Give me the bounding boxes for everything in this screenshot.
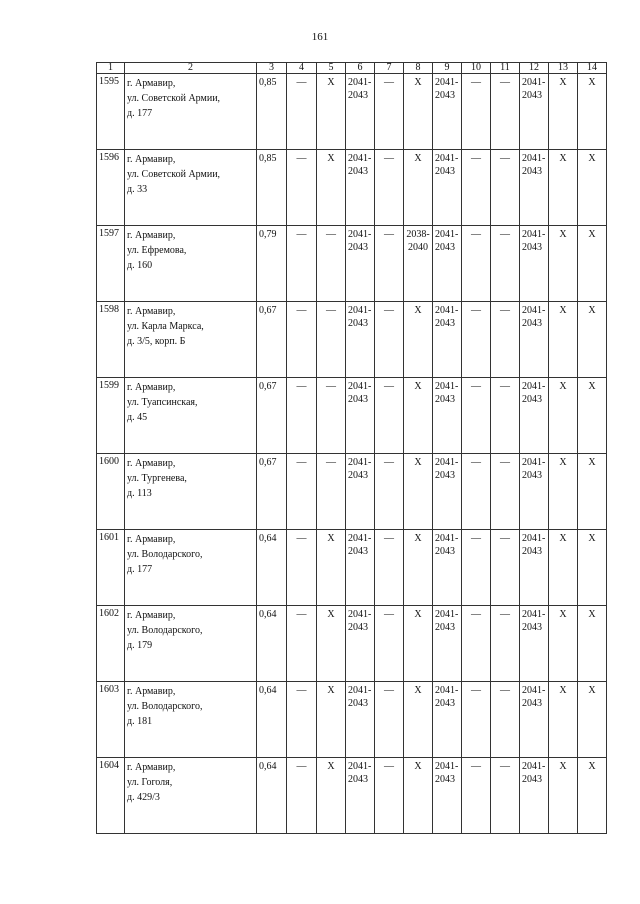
- cell-col6: [346, 454, 375, 530]
- cell-col9: [433, 758, 462, 834]
- cell-col9: [433, 302, 462, 378]
- cell-col6: [346, 530, 375, 606]
- cell-col3: 0,64: [257, 606, 287, 682]
- cell-address: [125, 150, 257, 226]
- cell-number: 1596: [97, 150, 125, 226]
- cell-col8: [404, 758, 433, 834]
- address-house: д. 429/3: [127, 792, 160, 803]
- cell-col9: [433, 378, 462, 454]
- cell-col10: —: [462, 606, 491, 682]
- address-city: г. Армавир,: [127, 230, 176, 241]
- cell-col7: —: [375, 682, 404, 758]
- cell-address: [125, 606, 257, 682]
- cell-col8: [404, 226, 433, 302]
- period-start: 2041-: [522, 229, 546, 240]
- cell-col12: [520, 682, 549, 758]
- cell-col9: [433, 530, 462, 606]
- cell-col5: —: [317, 226, 346, 302]
- cell-col5: X: [317, 758, 346, 834]
- period-start: 2041-: [435, 457, 459, 468]
- cell-col3: 0,64: [257, 682, 287, 758]
- period-end: 2043: [522, 394, 542, 405]
- period-start: 2041-: [435, 381, 459, 392]
- cell-col3: 0,64: [257, 758, 287, 834]
- period-start: X: [414, 533, 422, 544]
- table-row: [97, 302, 607, 378]
- cell-col8: [404, 530, 433, 606]
- cell-col9: [433, 150, 462, 226]
- cell-col11: —: [491, 682, 520, 758]
- cell-col3: 0,64: [257, 530, 287, 606]
- column-header: 2: [125, 63, 257, 74]
- column-header: 12: [520, 63, 549, 74]
- cell-col14: X: [578, 302, 607, 378]
- column-header: 6: [346, 63, 375, 74]
- address-street: ул. Советской Армии,: [127, 169, 221, 180]
- cell-col3: 0,85: [257, 74, 287, 150]
- cell-col4: —: [287, 226, 317, 302]
- period-start: 2041-: [435, 533, 459, 544]
- cell-number: 1604: [97, 758, 125, 834]
- cell-col13: X: [549, 378, 578, 454]
- cell-col8: [404, 378, 433, 454]
- cell-col12: [520, 302, 549, 378]
- cell-col9: [433, 226, 462, 302]
- period-start: 2041-: [435, 685, 459, 696]
- cell-col10: —: [462, 150, 491, 226]
- cell-address: [125, 378, 257, 454]
- period-end: 2043: [435, 90, 455, 101]
- period-start: 2041-: [348, 77, 372, 88]
- period-start: 2041-: [348, 153, 372, 164]
- cell-col11: —: [491, 454, 520, 530]
- cell-address: [125, 758, 257, 834]
- table-row: [97, 530, 607, 606]
- cell-col9: [433, 606, 462, 682]
- period-end: 2043: [522, 242, 542, 253]
- cell-col7: —: [375, 302, 404, 378]
- cell-col4: —: [287, 74, 317, 150]
- address-house: д. 3/5, корп. Б: [127, 336, 186, 347]
- cell-col11: —: [491, 606, 520, 682]
- column-header: 14: [578, 63, 607, 74]
- cell-col11: —: [491, 150, 520, 226]
- cell-number: 1600: [97, 454, 125, 530]
- cell-address: [125, 226, 257, 302]
- address-house: д. 33: [127, 184, 148, 195]
- cell-col5: —: [317, 454, 346, 530]
- table-row: [97, 758, 607, 834]
- period-start: 2041-: [522, 381, 546, 392]
- cell-col6: [346, 758, 375, 834]
- column-header: 1: [97, 63, 125, 74]
- cell-col12: [520, 226, 549, 302]
- cell-col5: X: [317, 606, 346, 682]
- period-start: 2038-: [406, 229, 430, 240]
- period-start: 2041-: [522, 533, 546, 544]
- period-end: 2043: [435, 622, 455, 633]
- address-house: д. 177: [127, 108, 153, 119]
- cell-col7: —: [375, 150, 404, 226]
- cell-col3: 0,67: [257, 454, 287, 530]
- period-start: 2041-: [522, 457, 546, 468]
- cell-col4: —: [287, 150, 317, 226]
- period-end: 2043: [435, 318, 455, 329]
- period-start: 2041-: [435, 153, 459, 164]
- header-row: [97, 63, 607, 74]
- cell-col3: 0,79: [257, 226, 287, 302]
- column-header: 9: [433, 63, 462, 74]
- cell-col7: —: [375, 758, 404, 834]
- period-start: 2041-: [348, 457, 372, 468]
- cell-col4: —: [287, 378, 317, 454]
- address-house: д. 45: [127, 412, 148, 423]
- cell-col13: X: [549, 302, 578, 378]
- cell-address: [125, 74, 257, 150]
- table-row: [97, 454, 607, 530]
- period-start: X: [414, 381, 422, 392]
- cell-col7: —: [375, 74, 404, 150]
- cell-col11: —: [491, 530, 520, 606]
- cell-number: 1599: [97, 378, 125, 454]
- period-start: X: [414, 609, 422, 620]
- period-end: 2043: [522, 622, 542, 633]
- cell-col12: [520, 150, 549, 226]
- cell-col11: —: [491, 378, 520, 454]
- cell-col4: —: [287, 530, 317, 606]
- period-end: 2040: [408, 242, 428, 253]
- cell-col11: —: [491, 302, 520, 378]
- cell-col11: —: [491, 758, 520, 834]
- address-street: ул. Володарского,: [127, 549, 203, 560]
- cell-address: [125, 454, 257, 530]
- period-start: X: [414, 305, 422, 316]
- period-end: 2043: [522, 546, 542, 557]
- cell-col14: X: [578, 758, 607, 834]
- cell-col4: —: [287, 302, 317, 378]
- period-end: 2043: [522, 90, 542, 101]
- period-end: 2043: [435, 546, 455, 557]
- address-city: г. Армавир,: [127, 458, 176, 469]
- period-start: X: [414, 77, 422, 88]
- period-end: 2043: [348, 318, 368, 329]
- cell-address: [125, 302, 257, 378]
- cell-col14: X: [578, 150, 607, 226]
- address-house: д. 160: [127, 260, 153, 271]
- address-street: ул. Володарского,: [127, 701, 203, 712]
- period-start: 2041-: [348, 381, 372, 392]
- column-header: 7: [375, 63, 404, 74]
- cell-col7: —: [375, 226, 404, 302]
- address-street: ул. Гоголя,: [127, 777, 173, 788]
- cell-col14: X: [578, 682, 607, 758]
- cell-col4: —: [287, 606, 317, 682]
- cell-col13: X: [549, 74, 578, 150]
- cell-col3: 0,85: [257, 150, 287, 226]
- period-start: 2041-: [435, 305, 459, 316]
- period-end: 2043: [348, 698, 368, 709]
- address-house: д. 113: [127, 488, 152, 499]
- address-city: г. Армавир,: [127, 762, 176, 773]
- period-end: 2043: [348, 90, 368, 101]
- address-street: ул. Тургенева,: [127, 473, 187, 484]
- period-start: 2041-: [348, 533, 372, 544]
- address-city: г. Армавир,: [127, 306, 176, 317]
- cell-col12: [520, 758, 549, 834]
- cell-col13: X: [549, 682, 578, 758]
- period-end: 2043: [435, 470, 455, 481]
- address-house: д. 177: [127, 564, 153, 575]
- cell-number: 1602: [97, 606, 125, 682]
- table-row: [97, 74, 607, 150]
- register-table: [96, 62, 607, 834]
- cell-col8: [404, 454, 433, 530]
- cell-col4: —: [287, 682, 317, 758]
- address-city: г. Армавир,: [127, 686, 176, 697]
- address-city: г. Армавир,: [127, 154, 176, 165]
- period-start: 2041-: [435, 77, 459, 88]
- period-end: 2043: [522, 698, 542, 709]
- period-start: 2041-: [522, 305, 546, 316]
- period-start: X: [414, 685, 422, 696]
- cell-col14: X: [578, 454, 607, 530]
- cell-col8: [404, 302, 433, 378]
- cell-col5: —: [317, 302, 346, 378]
- address-street: ул. Советской Армии,: [127, 93, 221, 104]
- cell-col12: [520, 530, 549, 606]
- cell-col14: X: [578, 378, 607, 454]
- period-start: 2041-: [348, 229, 372, 240]
- cell-number: 1595: [97, 74, 125, 150]
- cell-address: [125, 682, 257, 758]
- address-street: ул. Ефремова,: [127, 245, 187, 256]
- period-start: X: [414, 457, 422, 468]
- cell-col10: —: [462, 302, 491, 378]
- cell-col8: [404, 606, 433, 682]
- cell-col5: X: [317, 150, 346, 226]
- address-city: г. Армавир,: [127, 610, 176, 621]
- cell-number: 1601: [97, 530, 125, 606]
- cell-col10: —: [462, 74, 491, 150]
- cell-number: 1603: [97, 682, 125, 758]
- page-number: 161: [311, 31, 329, 43]
- period-start: 2041-: [522, 609, 546, 620]
- period-end: 2043: [348, 622, 368, 633]
- cell-col10: —: [462, 682, 491, 758]
- column-header: 3: [257, 63, 287, 74]
- period-end: 2043: [522, 166, 542, 177]
- period-start: 2041-: [522, 761, 546, 772]
- period-start: X: [414, 153, 422, 164]
- column-header: 10: [462, 63, 491, 74]
- cell-col5: —: [317, 378, 346, 454]
- address-house: д. 179: [127, 640, 153, 651]
- period-end: 2043: [522, 318, 542, 329]
- cell-col8: [404, 682, 433, 758]
- cell-col14: X: [578, 74, 607, 150]
- period-start: 2041-: [348, 761, 372, 772]
- period-start: 2041-: [522, 685, 546, 696]
- cell-col11: —: [491, 74, 520, 150]
- period-start: 2041-: [435, 229, 459, 240]
- table-row: [97, 606, 607, 682]
- cell-col13: X: [549, 530, 578, 606]
- period-end: 2043: [348, 166, 368, 177]
- cell-col6: [346, 150, 375, 226]
- cell-col5: X: [317, 530, 346, 606]
- cell-col13: X: [549, 454, 578, 530]
- address-street: ул. Володарского,: [127, 625, 203, 636]
- cell-col10: —: [462, 530, 491, 606]
- cell-col9: [433, 454, 462, 530]
- column-header: 8: [404, 63, 433, 74]
- cell-col12: [520, 74, 549, 150]
- period-end: 2043: [522, 470, 542, 481]
- address-city: г. Армавир,: [127, 382, 176, 393]
- period-start: 2041-: [348, 609, 372, 620]
- period-start: 2041-: [522, 153, 546, 164]
- address-city: г. Армавир,: [127, 78, 176, 89]
- cell-col5: X: [317, 682, 346, 758]
- address-street: ул. Туапсинская,: [127, 397, 198, 408]
- period-start: 2041-: [435, 761, 459, 772]
- period-end: 2043: [348, 774, 368, 785]
- period-start: 2041-: [522, 77, 546, 88]
- cell-number: 1598: [97, 302, 125, 378]
- period-end: 2043: [435, 698, 455, 709]
- cell-col3: 0,67: [257, 302, 287, 378]
- cell-col6: [346, 74, 375, 150]
- period-start: 2041-: [435, 609, 459, 620]
- cell-col9: [433, 682, 462, 758]
- cell-col14: X: [578, 530, 607, 606]
- cell-number: 1597: [97, 226, 125, 302]
- cell-col14: X: [578, 606, 607, 682]
- cell-col12: [520, 454, 549, 530]
- column-header: 5: [317, 63, 346, 74]
- cell-col13: X: [549, 606, 578, 682]
- table-row: [97, 150, 607, 226]
- column-header: 13: [549, 63, 578, 74]
- cell-col7: —: [375, 606, 404, 682]
- period-end: 2043: [348, 470, 368, 481]
- cell-col7: —: [375, 378, 404, 454]
- table-row: [97, 378, 607, 454]
- period-start: 2041-: [348, 685, 372, 696]
- column-header: 11: [491, 63, 520, 74]
- period-end: 2043: [522, 774, 542, 785]
- cell-col10: —: [462, 378, 491, 454]
- cell-col4: —: [287, 454, 317, 530]
- cell-col9: [433, 74, 462, 150]
- cell-col13: X: [549, 226, 578, 302]
- cell-col7: —: [375, 530, 404, 606]
- period-end: 2043: [435, 394, 455, 405]
- cell-col6: [346, 606, 375, 682]
- cell-col12: [520, 378, 549, 454]
- cell-col14: X: [578, 226, 607, 302]
- cell-col6: [346, 302, 375, 378]
- period-end: 2043: [348, 242, 368, 253]
- cell-col6: [346, 226, 375, 302]
- column-header: 4: [287, 63, 317, 74]
- table-row: [97, 682, 607, 758]
- cell-col12: [520, 606, 549, 682]
- cell-col3: 0,67: [257, 378, 287, 454]
- period-end: 2043: [435, 166, 455, 177]
- cell-col6: [346, 682, 375, 758]
- address-street: ул. Карла Маркса,: [127, 321, 204, 332]
- cell-col13: X: [549, 150, 578, 226]
- period-start: X: [414, 761, 422, 772]
- cell-col4: —: [287, 758, 317, 834]
- cell-col8: [404, 150, 433, 226]
- address-city: г. Армавир,: [127, 534, 176, 545]
- cell-col13: X: [549, 758, 578, 834]
- cell-col7: —: [375, 454, 404, 530]
- cell-address: [125, 530, 257, 606]
- address-house: д. 181: [127, 716, 153, 727]
- period-end: 2043: [435, 242, 455, 253]
- cell-col5: X: [317, 74, 346, 150]
- table-row: [97, 226, 607, 302]
- period-end: 2043: [435, 774, 455, 785]
- period-start: 2041-: [348, 305, 372, 316]
- cell-col6: [346, 378, 375, 454]
- cell-col10: —: [462, 226, 491, 302]
- period-end: 2043: [348, 394, 368, 405]
- cell-col10: —: [462, 454, 491, 530]
- period-end: 2043: [348, 546, 368, 557]
- cell-col8: [404, 74, 433, 150]
- cell-col11: —: [491, 226, 520, 302]
- cell-col10: —: [462, 758, 491, 834]
